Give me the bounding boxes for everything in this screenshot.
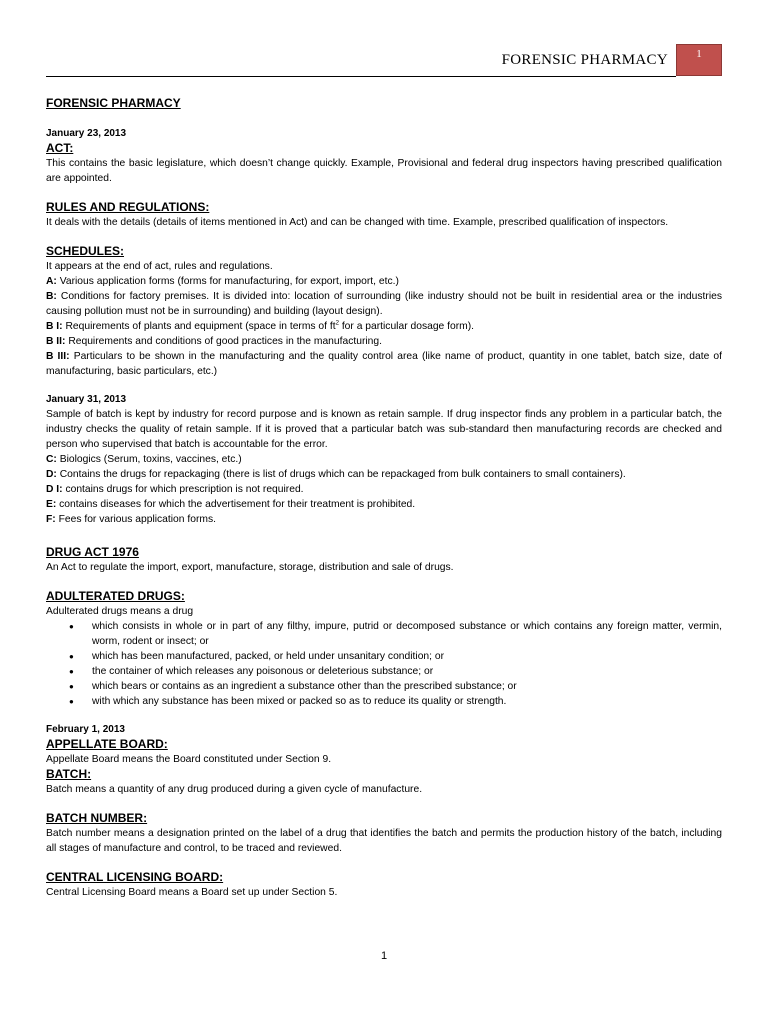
schedule-b-iii: B III: Particulars to be shown in the manufacturing and the quality control area (like name of product, quantity in one tablet, batch size, date of manufacturing, basic particulars, etc.) <box>46 351 723 377</box>
schedule-b-i: B I: Requirements of plants and equipment (space in terms of $ft^2$ for a particular dosage form). <box>46 320 475 332</box>
header-page-box: 1 <box>676 44 722 76</box>
list-item: ● which bears or contains as an ingredient a substance other than the prescribed substance; or <box>92 679 722 694</box>
section-date: January 23, 2013 <box>46 128 127 139</box>
document-body <box>46 96 722 900</box>
schedule-a: A: Various application forms (forms for manufacturing, for export, import, etc.) <box>46 276 399 287</box>
paragraph-batch: Batch means a quantity of any drug produced during a given cycle of manufacture. <box>46 784 423 795</box>
schedule-d: D: Contains the drugs for repackaging (there is list of drugs which can be repackaged from bulk containers to small containers). <box>46 469 626 480</box>
paragraph-adulterated-intro: Adulterated drugs means a drug <box>46 606 194 617</box>
heading-rules: RULES AND REGULATIONS: <box>46 200 210 214</box>
paragraph-schedules-intro: It appears at the end of act, rules and regulations. <box>46 261 273 272</box>
schedule-e: E: contains diseases for which the advertisement for their treatment is prohibited. <box>46 499 416 510</box>
list-item: ● which has been manufactured, packed, or held under unsanitary condition; or <box>92 649 722 664</box>
paragraph-drug-act: An Act to regulate the import, export, manufacture, storage, distribution and sale of drugs. <box>46 562 454 573</box>
schedule-b: B: Conditions for factory premises. It is divided into: location of surrounding (like industry should not be built in residential area or the industries causing pollution must not be in surrounding) and building (layout design). <box>46 291 722 317</box>
paragraph-act: This contains the basic legislature, which doesn’t change quickly. Example, Provisional and federal drug inspectors having prescribed qualification are appointed. <box>46 158 722 184</box>
heading-central-licensing-board: CENTRAL LICENSING BOARD: <box>46 870 224 884</box>
heading-batch-number: BATCH NUMBER: <box>46 811 148 825</box>
heading-schedules: SCHEDULES: <box>46 244 125 258</box>
heading-act: ACT: <box>46 141 74 155</box>
paragraph-appellate-board: Appellate Board means the Board constituted under Section 9. <box>46 754 332 765</box>
schedule-b-ii: B II: Requirements and conditions of good practices in the manufacturing. <box>46 336 382 347</box>
adulterated-list <box>46 619 722 709</box>
paragraph-retain-sample: Sample of batch is kept by industry for record purpose and is known as retain sample. If drug inspector finds any problem in a particular batch, the industry checks the quality of retain sample. If it is proved that a particular batch was sub-standard then manufacturing records are checked and person who supervised that batch is accountable for the error. <box>46 409 722 450</box>
heading-drug-act: DRUG ACT 1976 <box>46 545 139 559</box>
heading-batch: BATCH: <box>46 767 92 781</box>
list-item: ● with which any substance has been mixed or packed so as to reduce its quality or strength. <box>92 694 722 709</box>
schedule-d-i: D I: contains drugs for which prescription is not required. <box>46 484 304 495</box>
doc-title: FORENSIC PHARMACY <box>46 96 181 110</box>
section-date: February 1, 2013 <box>46 724 125 735</box>
paragraph-batch-number: Batch number means a designation printed on the label of a drug that identifies the batch and permits the production history of the batch, including all stages of manufacture and control, to be traced and reviewed. <box>46 828 722 854</box>
paragraph-rules: It deals with the details (details of items mentioned in Act) and can be changed with time. Example, prescribed qualification of inspectors. <box>46 217 669 228</box>
schedule-c: C: Biologics (Serum, toxins, vaccines, etc.) <box>46 454 242 465</box>
schedule-f: F: Fees for various application forms. <box>46 514 216 525</box>
heading-adulterated: ADULTERATED DRUGS: <box>46 589 185 603</box>
heading-appellate-board: APPELLATE BOARD: <box>46 737 168 751</box>
header-rule <box>46 76 676 77</box>
section-date: January 31, 2013 <box>46 394 127 405</box>
paragraph-central-licensing-board: Central Licensing Board means a Board set up under Section 5. <box>46 887 338 898</box>
list-item: ● the container of which releases any poisonous or deleterious substance; or <box>92 664 722 679</box>
header-title: FORENSIC PHARMACY <box>501 52 668 68</box>
list-item: ● which consists in whole or in part of any filthy, impure, putrid or decomposed substance or which contains any foreign matter, vermin, worm, rodent or insect; or <box>92 619 722 649</box>
footer-page-number: 1 <box>380 950 388 962</box>
